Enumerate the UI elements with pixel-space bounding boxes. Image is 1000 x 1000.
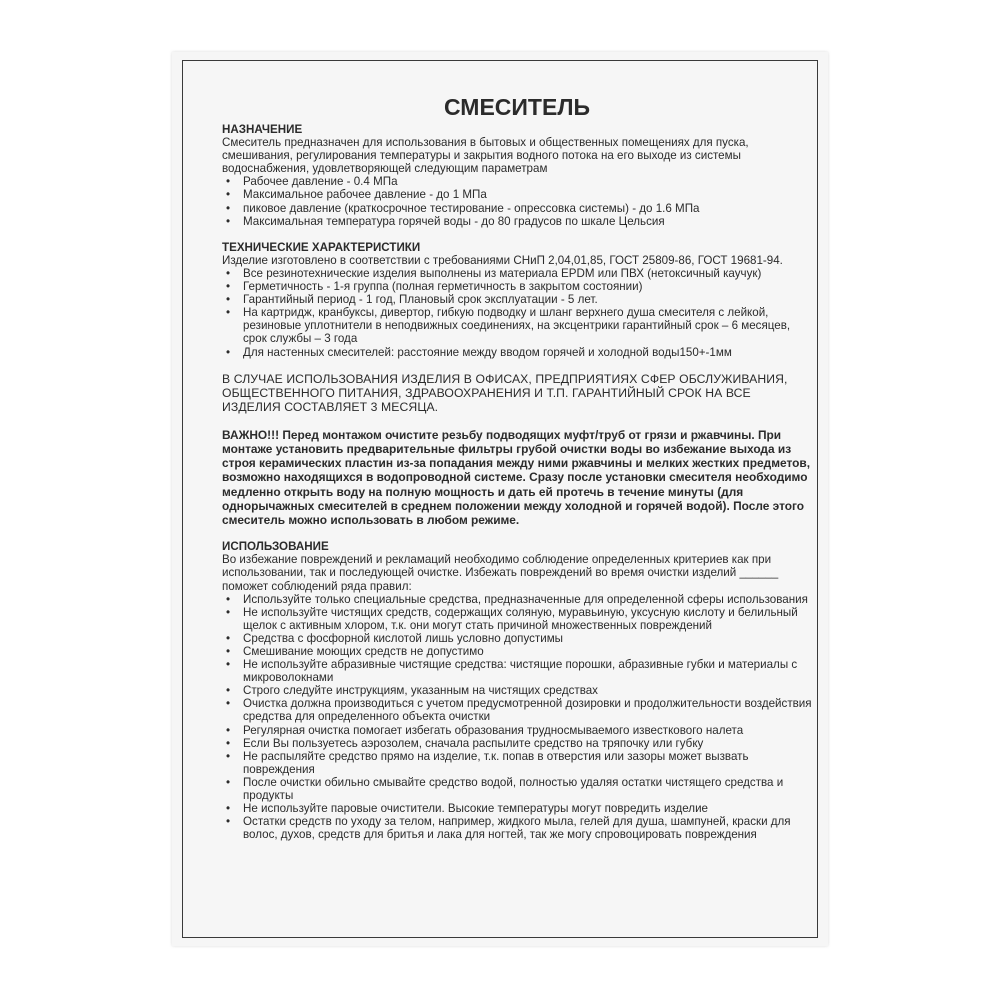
list-item-text: Не используйте чистящих средств, содержащих соляную, муравьиную, уксусную кислоту и белильный щелок с активным хлором, т.к. они могут стать причиной множественных повреждений [243,605,798,632]
list-item [222,215,812,228]
usage-section [222,540,812,841]
sheet-content [222,94,812,841]
list-item [222,684,812,697]
list-item [222,202,812,215]
list-item [222,737,812,750]
specs-heading: ТЕХНИЧЕСКИЕ ХАРАКТЕРИСТИКИ [222,240,421,254]
bullet-icon: • [226,175,231,189]
list-item [222,750,812,776]
list-item [222,632,812,645]
list-item-text: Очистка должна производиться с учетом предусмотренной дозировки и продолжительности воздействия средства для определенного объекта очистки [243,697,812,724]
list-item-text: Максимальное рабочее давление - до 1 МПа [243,188,487,202]
bullet-icon: • [226,306,231,320]
list-item-text: Используйте только специальные средства, предназначенные для определенной сферы использования [243,592,808,606]
bullet-icon: • [226,723,231,737]
purpose-heading: НАЗНАЧЕНИЕ [222,123,303,136]
list-item-text: Смешивание моющих средств не допустимо [243,644,484,658]
bullet-icon: • [226,749,231,763]
bullet-icon: • [226,697,231,711]
bullet-icon: • [226,605,231,619]
list-item-text: Если Вы пользуетесь аэрозолем, сначала распылите средство на тряпочку или губку [243,736,704,750]
list-item [222,267,812,280]
list-item-text: Не используйте паровые очистители. Высокие температуры могут повредить изделие [243,802,708,816]
bullet-icon: • [226,802,231,816]
list-item [222,776,812,802]
list-item [222,606,812,632]
list-item [222,724,812,737]
specs-list [222,267,812,359]
list-item-text: Средства с фосфорной кислотой лишь условно допустимы [243,631,564,645]
list-item [222,188,812,201]
list-item [222,280,812,293]
list-item-text: Все резинотехнические изделия выполнены из материала EPDM или ПВХ (нетоксичный каучук) [243,266,762,280]
list-item [222,593,812,606]
list-item-text: Рабочее давление - 0.4 МПа [243,175,398,189]
specs-text: Изделие изготовлено в соответствии с требованиями СНиП 2,04,01,85, ГОСТ 25809-86, ГОСТ 19681-94. [222,253,783,267]
bullet-icon: • [226,684,231,698]
list-item-text: После очистки обильно смывайте средство водой, полностью удаляя остатки чистящего средства и продукты [243,775,784,803]
list-item-text: Максимальная температура горячей воды - до 80 градусов по шкале Цельсия [243,214,665,228]
list-item-text: пиковое давление (краткосрочное тестирование - опрессовка системы) - до 1.6 МПа [243,201,700,215]
list-item [222,645,812,658]
list-item [222,815,812,841]
list-item-text: Остатки средств по уходу за телом, например, жидкого мыла, гелей для душа, шампуней, краски для волос, духов, средств для бритья и лака для ногтей, так же могу спровоцировать повреждения [243,815,791,842]
bullet-icon: • [226,214,231,228]
usage-text: Во избежание повреждений и рекламаций необходимо соблюдение определенных критериев как при использовании, так и последующей очистке. Избежать повреждений во время очистки изделий ______ поможет соблюдений ряда правил: [222,553,779,593]
installation-warning: ВАЖНО!!! Перед монтажом очистите резьбу подводящих муфт/труб от грязи и ржавчины. При монтаже установить предварительные фильтры грубой очистки воды во избежание выхода из строя керамических пластин из-за попадания между ними ржавчины и мелких жестких предметов, возможно находящихся в водопроводной системе. Сразу после установки смесителя необходимо медленно открыть воду на полную мощность и дать ей протечь в течение минуты (для однорычажных смесителей в среднем положении между холодной и горячей водой). После этого смеситель можно использовать в любом режиме. [222,427,811,528]
purpose-list [222,175,812,227]
bullet-icon: • [226,631,231,645]
list-item-text: Не используйте абразивные чистящие средства: чистящие порошки, абразивные губки и материалы с микроволокнами [243,658,798,685]
bullet-icon: • [226,293,231,307]
list-item [222,293,812,306]
list-item-text: Регулярная очистка помогает избегать образования трудносмываемого известкового налета [243,723,744,737]
list-item [222,346,812,359]
list-item [222,658,812,684]
usage-list [222,593,812,842]
purpose-section [222,123,812,228]
bullet-icon: • [226,188,231,202]
list-item [222,175,812,188]
bullet-icon: • [226,815,231,829]
list-item-text: Не распыляйте средство прямо на изделие, т.к. попав в отверстия или зазоры может вызвать повреждения [243,749,749,776]
document-title: СМЕСИТЕЛЬ [443,94,590,120]
specs-section [222,241,812,359]
purpose-text: Смеситель предназначен для использования в бытовых и общественных помещениях для пуска, смешивания, регулирования температуры и закрытия водного потока на его выходе из системы водоснабжения, удовлетворяющей следующим параметрам [222,136,749,176]
bullet-icon: • [226,775,231,789]
list-item-text: Гарантийный период - 1 год, Плановый срок эксплуатации - 5 лет. [243,293,598,307]
list-item-text: Для настенных смесителей: расстояние между вводом горячей и холодной воды150+-1мм [243,345,732,359]
list-item [222,697,812,723]
list-item-text: Герметичность - 1-я группа (полная герметичность в закрытом состоянии) [243,280,643,294]
bullet-icon: • [226,266,231,280]
bullet-icon: • [226,592,231,606]
office-warranty-notice: В СЛУЧАЕ ИСПОЛЬЗОВАНИЯ ИЗДЕЛИЯ В ОФИСАХ, ПРЕДПРИЯТИЯХ СФЕР ОБСЛУЖИВАНИЯ, ОБЩЕСТВЕННОГО ПИТАНИЯ, ЗДРАВООХРАНЕНИЯ И Т.П. ГАРАНТИЙНЫЙ СРОК НА ВСЕ ИЗДЕЛИЯ СОСТАВЛЯЕТ 3 МЕСЯЦА. [222,371,788,415]
list-item [222,802,812,815]
bullet-icon: • [226,280,231,294]
list-item-text: Строго следуйте инструкциям, указанным на чистящих средствах [243,684,598,698]
bullet-icon: • [226,345,231,359]
list-item-text: На картридж, кранбуксы, дивертор, гибкую подводку и шланг верхнего душа смесителя с лейкой, резиновые уплотнители в неподвижных соединениях, на эксцентрики гарантийный срок – 6 месяцев, срок службы – 3 года [243,306,791,346]
bullet-icon: • [226,644,231,658]
usage-heading: ИСПОЛЬЗОВАНИЕ [222,540,329,554]
bullet-icon: • [226,201,231,215]
bullet-icon: • [226,736,231,750]
bullet-icon: • [226,658,231,672]
instruction-sheet [172,52,828,946]
list-item [222,306,812,345]
